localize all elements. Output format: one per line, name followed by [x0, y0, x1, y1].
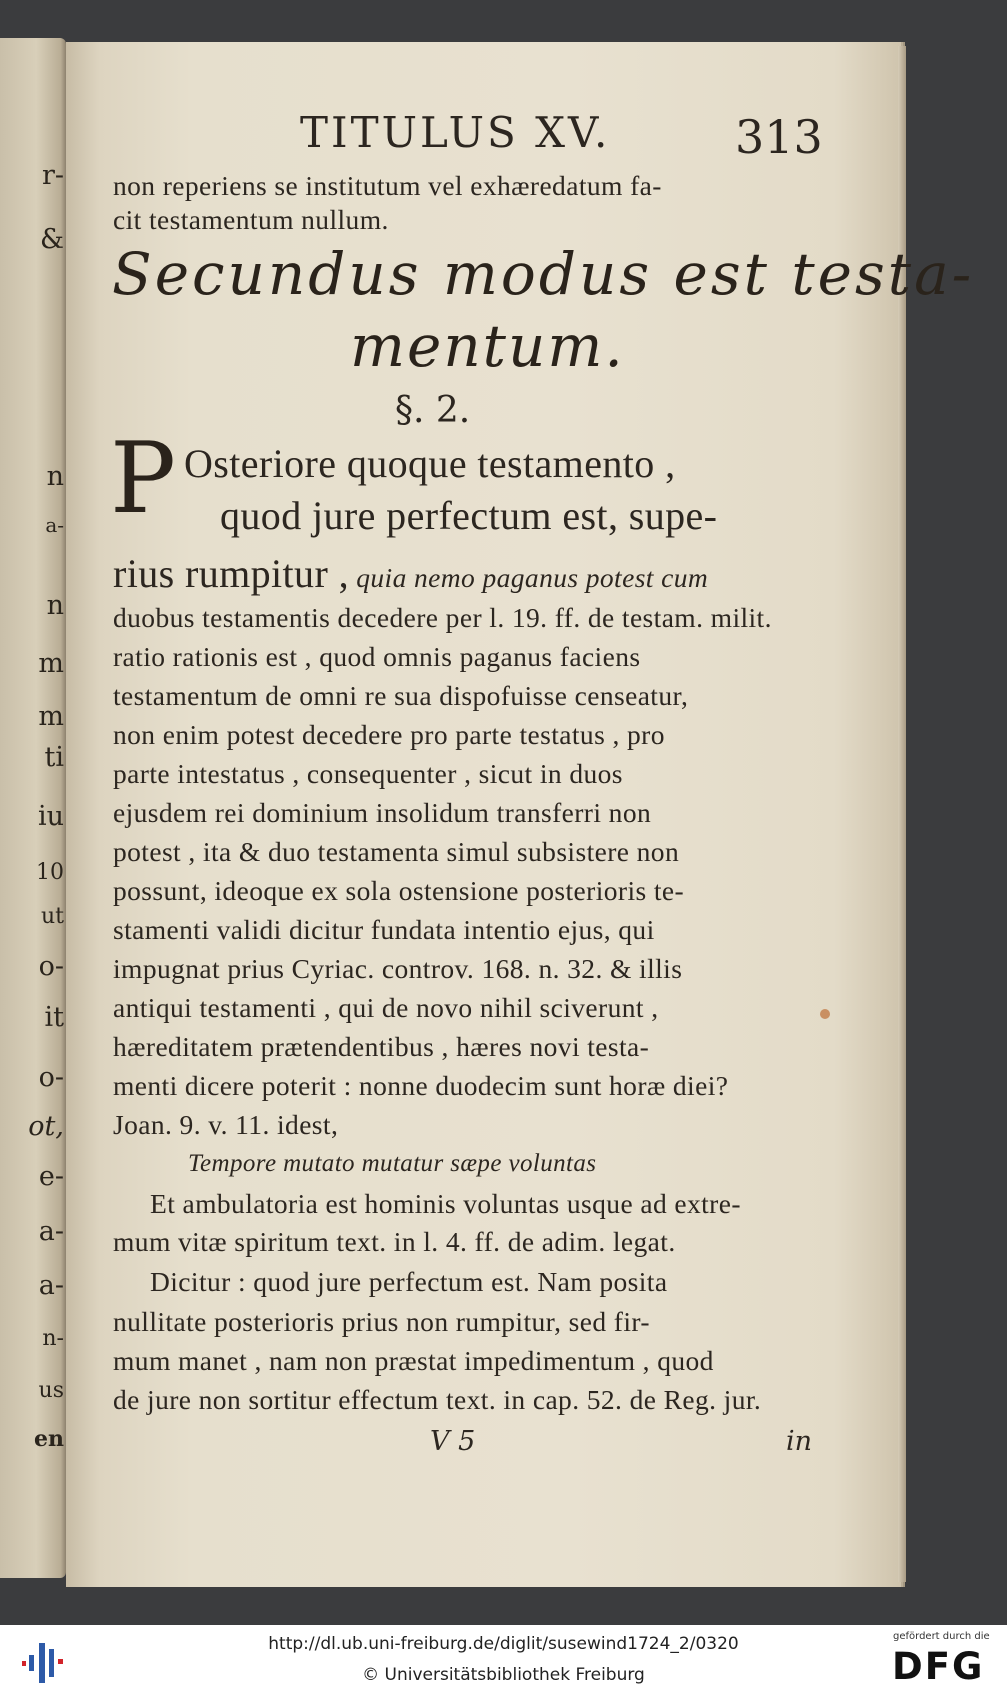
left-page-fragment: m [38, 648, 64, 679]
stain-mark [820, 1009, 830, 1019]
drop-cap: P [110, 422, 176, 536]
left-page-fragment: e- [38, 1161, 64, 1192]
text-line: non enim potest decedere pro parte testatus , pro [113, 719, 665, 750]
permalink-url[interactable]: http://dl.ub.uni-freiburg.de/diglit/susewind1724_2/0320 [268, 1634, 739, 1654]
left-page-fragment: ti [44, 742, 64, 773]
text-line: nullitate posterioris prius non rumpitur, sed fir- [113, 1306, 650, 1337]
section-number: §. 2. [395, 390, 471, 431]
left-page-fragment: a- [38, 1216, 64, 1247]
page-number: 313 [735, 110, 823, 164]
text-line: Et ambulatoria est hominis voluntas usque ad extre- [150, 1188, 741, 1219]
text-line: Dicitur : quod jure perfectum est. Nam posita [150, 1266, 668, 1297]
running-head: TITULUS XV. [300, 108, 611, 157]
text-line: possunt, ideoque ex sola ostensione posterioris te- [113, 875, 685, 906]
left-page-fragment: o- [38, 951, 64, 982]
left-page-fragment: o- [38, 1062, 64, 1093]
left-page-fragment: ut [40, 904, 64, 929]
text-line: testamentum de omni re sua dispofuisse censeatur, [113, 680, 689, 711]
text-line: Joan. 9. v. 11. idest, [113, 1109, 339, 1140]
text-line: impugnat prius Cyriac. controv. 168. n. 32. & illis [113, 953, 683, 984]
text-line: mum vitæ spiritum text. in l. 4. ff. de adim. legat. [113, 1226, 676, 1257]
left-page-fragment: n [46, 461, 64, 492]
text-line: non reperiens se institutum vel exhæredatum fa- [113, 170, 662, 201]
left-page-fragment: ot, [28, 1111, 64, 1142]
left-page-fragment: en [34, 1426, 64, 1452]
section-heading: Secundus modus est testa- [112, 240, 975, 308]
section-heading-cont: mentum. [350, 312, 625, 380]
signature-mark: V 5 [430, 1426, 476, 1457]
left-page-fragment: us [38, 1378, 64, 1403]
text-line: antiqui testamenti , qui de novo nihil sciverunt , [113, 992, 659, 1023]
left-page-fragment: a- [45, 513, 64, 537]
text-line: stamenti validi dicitur fundata intentio ejus, qui [113, 914, 655, 945]
text-line: potest , ita & duo testamenta simul subsistere non [113, 836, 680, 867]
left-page-fragment: 10 [36, 860, 64, 885]
left-page-fragment: it [44, 1002, 64, 1033]
text-line: hæreditatem prætendentibus , hæres novi testa- [113, 1031, 650, 1062]
text-line: ratio rationis est , quod omnis paganus faciens [113, 641, 641, 672]
text-line: mum manet , nam non præstat impedimentum , quod [113, 1345, 714, 1376]
left-page-fragment: n [46, 590, 64, 621]
left-page-fragment: a- [38, 1270, 64, 1301]
text-line: duobus testamentis decedere per l. 19. ff. de testam. milit. [113, 602, 772, 633]
lead-line: quod jure perfectum est, supe- [220, 493, 718, 538]
left-page-fragment: n- [42, 1326, 64, 1351]
lead-rest: quia nemo paganus potest cum [348, 562, 709, 593]
left-page-fragment: r- [41, 160, 64, 191]
lead-emphasis: rius rumpitur , [113, 551, 349, 596]
viewer-footer [0, 1625, 1007, 1697]
text-line: menti dicere poterit : nonne duodecim sunt horæ diei? [113, 1070, 729, 1101]
left-page-fragment: iu [37, 801, 64, 832]
left-page-fragment: & [39, 224, 64, 255]
lead-line [113, 550, 708, 597]
text-line: ejusdem rei dominium insolidum transferri non [113, 797, 652, 828]
copyright-notice: © Universitätsbibliothek Freiburg [362, 1665, 645, 1685]
verse-line: Tempore mutato mutatur sæpe voluntas [188, 1150, 597, 1177]
text-line: cit testamentum nullum. [113, 204, 389, 235]
funding-note: gefördert durch die [893, 1631, 990, 1642]
left-page-fragment: m [38, 701, 64, 732]
catchword: in [786, 1426, 813, 1457]
dfg-logo: DFG [892, 1645, 985, 1688]
left-page-edge [0, 38, 66, 1578]
lead-line: Osteriore quoque testamento , [184, 441, 676, 486]
text-line: parte intestatus , consequenter , sicut in duos [113, 758, 623, 789]
text-line: de jure non sortitur effectum text. in cap. 52. de Reg. jur. [113, 1384, 762, 1415]
